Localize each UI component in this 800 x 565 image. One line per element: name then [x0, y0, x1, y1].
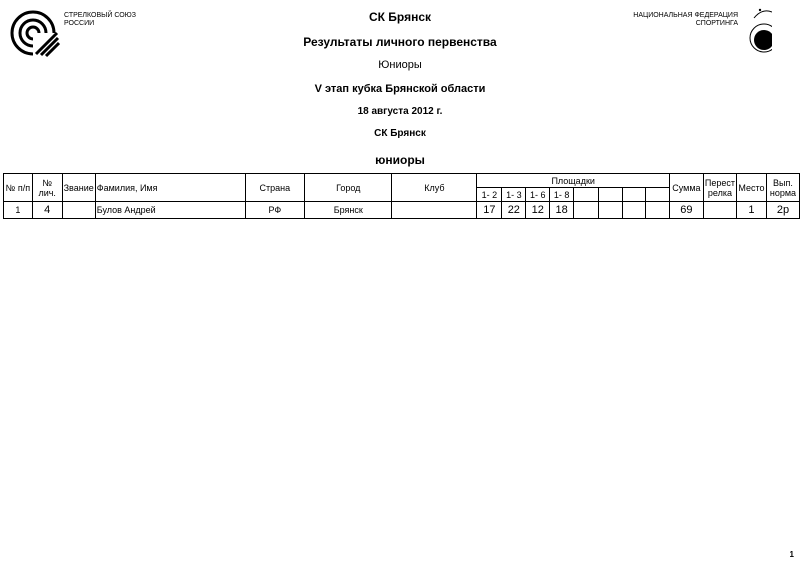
- area-header: [622, 188, 646, 202]
- cell-sum: 69: [669, 202, 703, 219]
- col-header-rank: Звание: [62, 174, 95, 202]
- col-header-num: № п/п: [4, 174, 33, 202]
- area-header: 1- 8: [550, 188, 574, 202]
- col-header-club: Клуб: [392, 174, 477, 202]
- area-header: [598, 188, 622, 202]
- col-header-areas: Площадки: [477, 174, 669, 188]
- cell-club: [392, 202, 477, 219]
- cell-score: [574, 202, 599, 219]
- cell-score: 17: [477, 202, 502, 219]
- cell-norm: 2р: [766, 202, 799, 219]
- event-venue: СК Брянск: [374, 128, 426, 139]
- cell-score: 18: [550, 202, 574, 219]
- col-header-norm: Вып. норма: [766, 174, 799, 202]
- table-row: [4, 202, 800, 219]
- group-title: юниоры: [375, 153, 425, 167]
- org-right-line1: НАЦИОНАЛЬНАЯ ФЕДЕРАЦИЯ: [633, 12, 738, 19]
- cell-city: Брянск: [305, 202, 392, 219]
- cell-pnum: 4: [32, 202, 62, 219]
- org-left-line1: СТРЕЛКОВЫЙ СОЮЗ: [64, 12, 136, 19]
- cell-name: Булов Андрей: [95, 202, 245, 219]
- area-header: 1- 3: [502, 188, 526, 202]
- cell-score: [622, 202, 646, 219]
- category-title: Юниоры: [378, 59, 422, 71]
- cell-score: [598, 202, 622, 219]
- cell-rank: [62, 202, 95, 219]
- area-header: [646, 188, 670, 202]
- area-header: [574, 188, 599, 202]
- event-title: V этап кубка Брянской области: [314, 83, 486, 95]
- area-header: 1- 6: [526, 188, 550, 202]
- area-header: 1- 2: [477, 188, 502, 202]
- cell-place: 1: [736, 202, 766, 219]
- org-left-line2: РОССИИ: [64, 20, 95, 27]
- cell-score: [646, 202, 670, 219]
- page-number: 1: [789, 550, 794, 559]
- cell-score: 12: [526, 202, 550, 219]
- club-title: СК Брянск: [368, 10, 432, 24]
- results-table: [3, 173, 800, 219]
- col-header-name: Фамилия, Имя: [95, 174, 245, 202]
- event-date: 18 августа 2012 г.: [357, 106, 443, 117]
- col-header-city: Город: [305, 174, 392, 202]
- cell-country: РФ: [245, 202, 305, 219]
- report-title: Результаты личного первенства: [303, 35, 497, 49]
- cell-shootoff: [703, 202, 736, 219]
- cell-num: 1: [4, 202, 33, 219]
- org-right-line2: СПОРТИНГА: [695, 20, 738, 27]
- col-header-country: Страна: [245, 174, 305, 202]
- col-header-sum: Сумма: [669, 174, 703, 202]
- col-header-place: Место: [736, 174, 766, 202]
- col-header-pnum: № лич.: [32, 174, 62, 202]
- col-header-shootoff: Перест релка: [703, 174, 736, 202]
- cell-score: 22: [502, 202, 526, 219]
